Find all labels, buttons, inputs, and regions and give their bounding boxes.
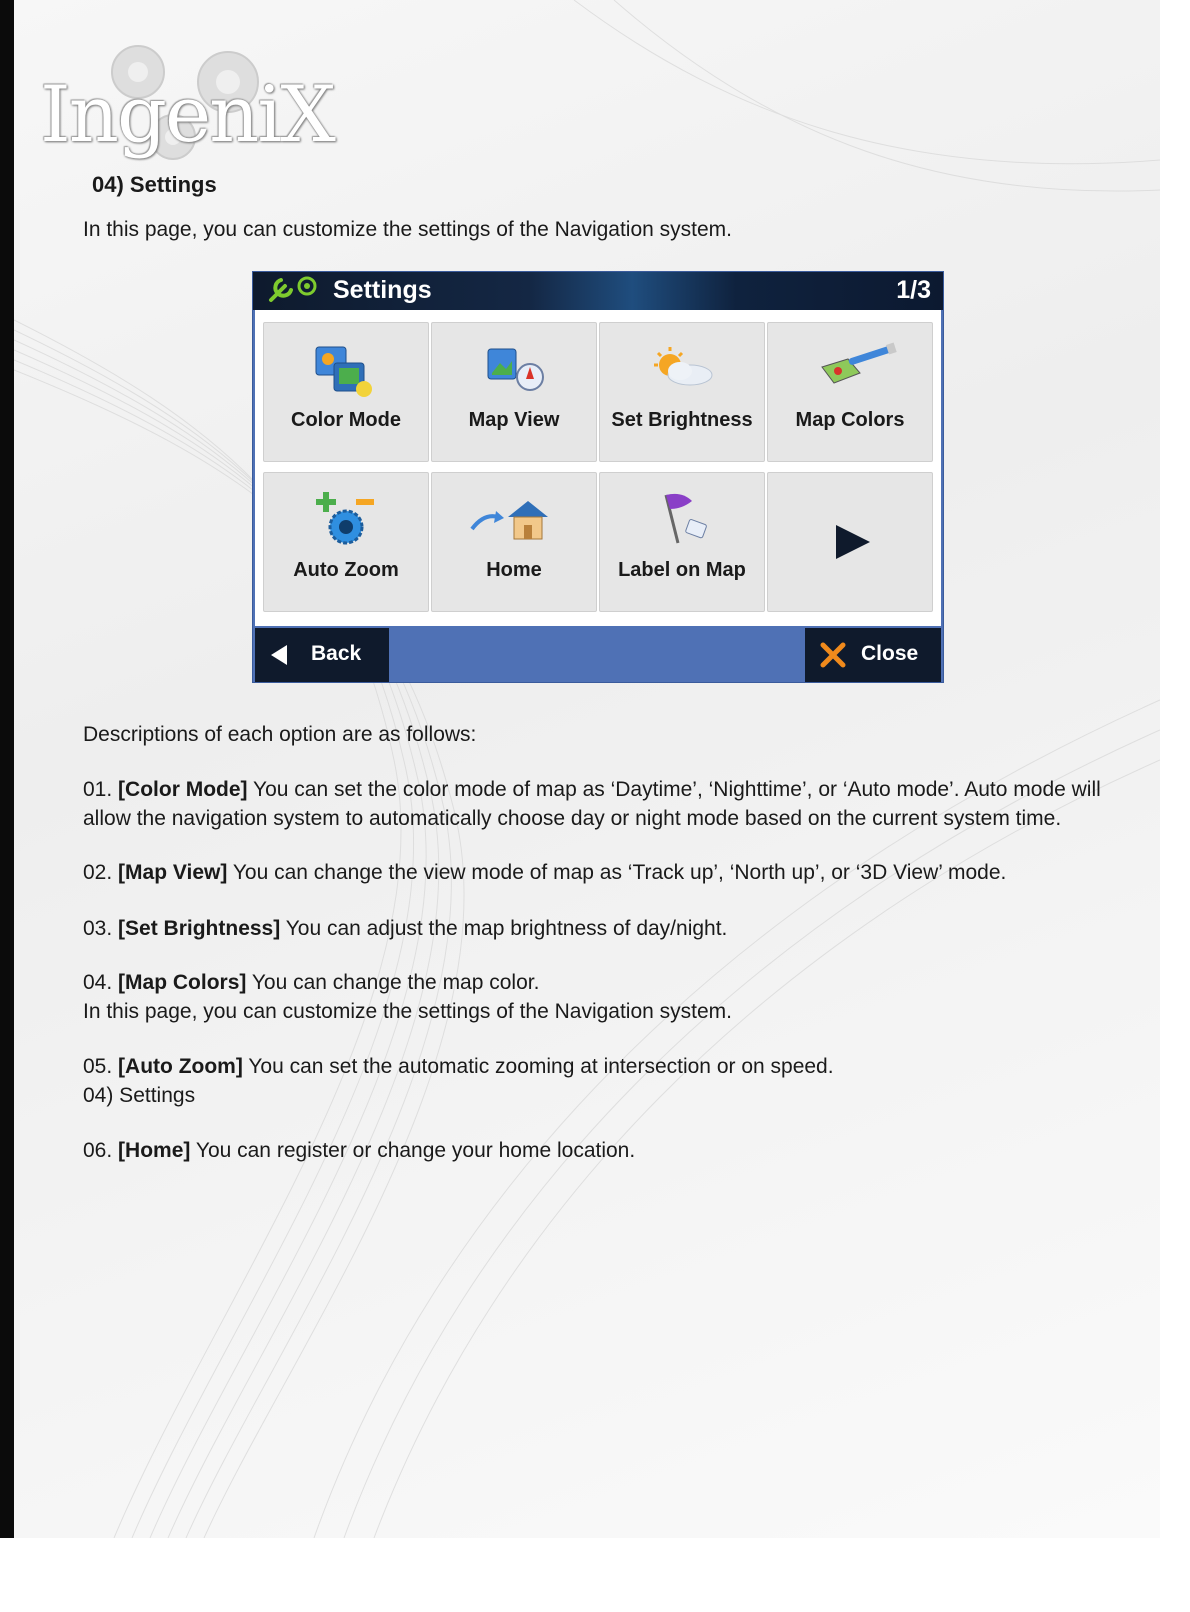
- item-num: 06.: [83, 1139, 113, 1162]
- settings-grid: [255, 310, 941, 626]
- tile-color-mode[interactable]: [263, 322, 429, 462]
- back-label: Back: [311, 642, 362, 665]
- item-text-2: allow the navigation system to automatically choose day or night mode based on the current system time.: [83, 807, 1062, 830]
- item-text: You can register or change your home location.: [195, 1139, 636, 1162]
- item-text: You can change the map color.: [251, 971, 540, 994]
- item-num: 05.: [83, 1055, 113, 1078]
- desc-item-04: [83, 968, 1133, 1026]
- left-edge-bar: [0, 0, 14, 1538]
- next-page-button[interactable]: [767, 472, 933, 612]
- logo-text: IngeniX: [40, 70, 334, 160]
- item-term: [Color Mode]: [118, 778, 248, 801]
- section-title: 04) Settings: [92, 172, 217, 197]
- close-button[interactable]: [805, 628, 941, 682]
- desc-item-03: [83, 914, 1133, 943]
- item-term: [Auto Zoom]: [118, 1055, 243, 1078]
- desc-item-02: [83, 858, 1133, 887]
- screen-header: [253, 272, 943, 310]
- next-arrow-icon: [768, 473, 932, 611]
- back-button[interactable]: [255, 628, 389, 682]
- item-text: You can set the color mode of map as ‘Daytime’, ‘Nighttime’, or ‘Auto mode’. Auto mode will: [253, 778, 1101, 801]
- tile-map-colors[interactable]: [767, 322, 933, 462]
- item-term: [Home]: [118, 1139, 191, 1162]
- tile-label: Auto Zoom: [293, 559, 399, 581]
- item-text: You can adjust the map brightness of day/night.: [285, 917, 728, 940]
- item-num: 04.: [83, 971, 113, 994]
- item-text-2: In this page, you can customize the settings of the Navigation system.: [83, 1000, 733, 1023]
- close-label: Close: [861, 642, 919, 665]
- tile-map-view[interactable]: [431, 322, 597, 462]
- tile-label: Set Brightness: [611, 409, 753, 431]
- screen-title: Settings: [333, 276, 432, 304]
- home-icon: [432, 487, 596, 557]
- color-mode-icon: [264, 337, 428, 407]
- sun-cloud-icon: [600, 337, 764, 407]
- back-arrow-icon: [263, 628, 303, 682]
- screen-footer: [253, 628, 943, 682]
- item-term: [Map View]: [118, 861, 228, 884]
- item-text: You can change the view mode of map as ‘Track up’, ‘North up’, or ‘3D View’ mode.: [232, 861, 1007, 884]
- tile-label: Map View: [468, 409, 560, 431]
- item-text-2: 04) Settings: [83, 1084, 196, 1107]
- tile-auto-zoom[interactable]: [263, 472, 429, 612]
- ingenix-logo: [28, 32, 348, 172]
- desc-item-05: [83, 1052, 1133, 1110]
- descriptions-heading: Descriptions of each option are as follows:: [83, 723, 477, 746]
- tile-label: Home: [486, 559, 542, 581]
- tile-label-on-map[interactable]: [599, 472, 765, 612]
- intro-text: In this page, you can customize the settings of the Navigation system.: [83, 218, 733, 241]
- tile-set-brightness[interactable]: [599, 322, 765, 462]
- flag-tag-icon: [600, 487, 764, 557]
- item-num: 02.: [83, 861, 113, 884]
- settings-wrench-gear-icon: [263, 274, 327, 308]
- tile-label: Color Mode: [291, 409, 401, 431]
- close-x-icon: [815, 628, 855, 682]
- tile-label: Label on Map: [618, 559, 746, 581]
- map-brush-icon: [768, 337, 932, 407]
- item-num: 01.: [83, 778, 113, 801]
- item-term: [Set Brightness]: [118, 917, 281, 940]
- desc-item-01: [83, 775, 1133, 833]
- map-view-icon: [432, 337, 596, 407]
- zoom-plus-minus-icon: [264, 487, 428, 557]
- settings-screen: [253, 272, 943, 682]
- item-term: [Map Colors]: [118, 971, 247, 994]
- item-text: You can set the automatic zooming at intersection or on speed.: [248, 1055, 834, 1078]
- page-indicator: 1/3: [896, 276, 931, 304]
- desc-item-06: [83, 1136, 1133, 1165]
- tile-home[interactable]: [431, 472, 597, 612]
- tile-label: Map Colors: [795, 409, 905, 431]
- item-num: 03.: [83, 917, 113, 940]
